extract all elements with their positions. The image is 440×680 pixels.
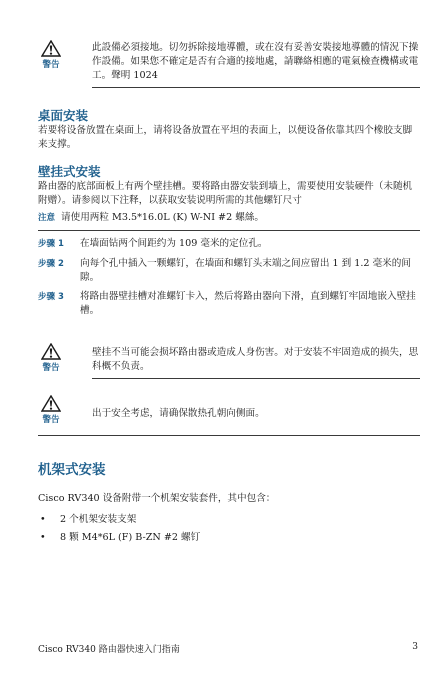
step-text: 将路由器壁挂槽对准螺钉卡入，然后将路由器向下滑，直到螺钉牢固地嵌入壁挂槽。 bbox=[80, 291, 416, 316]
list-item bbox=[40, 531, 200, 545]
step-label: 步骤 3 bbox=[38, 292, 64, 302]
warning-label: 警告 bbox=[42, 363, 60, 373]
step-3 bbox=[38, 290, 420, 318]
warning-label: 警告 bbox=[42, 415, 60, 425]
bullet-icon: • bbox=[40, 532, 46, 543]
divider bbox=[38, 230, 420, 231]
warning-text: 出于安全考虑，请确保散热孔朝向侧面。 bbox=[92, 408, 265, 419]
warning-icon bbox=[38, 40, 64, 70]
wall-paragraph: 路由器的底部面板上有两个壁挂槽。要将路由器安装到墙上，需要使用安装硬件（未随机附赠）。请参阅以下注释，以获取安装说明所需的其他螺钉尺寸 bbox=[38, 181, 413, 206]
warning-text: 壁挂不当可能会损坏路由器或造成人身伤害。对于安装不牢固造成的损失，思科概不负责。 bbox=[92, 345, 420, 379]
list-item bbox=[40, 513, 136, 527]
warning-text: 此設備必須接地。切勿拆除接地導體，或在沒有妥善安裝接地導體的情況下操作設備。如果您不確定是否有合適的接地處，請聯絡相應的電氣檢查機構或電工。聲明 1024 bbox=[92, 40, 420, 88]
heading-wall-mounting: 壁挂式安装 bbox=[38, 164, 101, 179]
step-label: 步骤 2 bbox=[38, 259, 64, 269]
step-2 bbox=[38, 257, 420, 285]
heading-rack-mounting: 机架式安装 bbox=[38, 462, 106, 478]
step-text: 在墙面钻两个间距约为 109 毫米的定位孔。 bbox=[80, 238, 268, 249]
note-label: 注意 bbox=[38, 213, 56, 223]
warning-icon bbox=[38, 395, 64, 425]
step-label: 步骤 1 bbox=[38, 239, 64, 249]
page-number: 3 bbox=[412, 642, 418, 652]
warning-block-grounding bbox=[38, 40, 420, 86]
list-item-text: 8 颗 M4*6L (F) B-ZN #2 螺钉 bbox=[60, 532, 201, 543]
note bbox=[38, 211, 420, 225]
desktop-paragraph: 若要将设备放置在桌面上，请将设备放置在平坦的表面上，以便设备依靠其四个橡胶支脚来支撑。 bbox=[38, 125, 413, 150]
bullet-icon: • bbox=[40, 514, 46, 525]
step-text: 向每个孔中插入一颗螺钉，在墙面和螺钉头末端之间应留出 1 到 1.2 毫米的间隙。 bbox=[80, 258, 411, 283]
warning-block-wall-mount bbox=[38, 343, 420, 387]
list-item-text: 2 个机架安装支架 bbox=[60, 514, 137, 525]
note-text: 请使用两粒 M3.5*16.0L (K) W-NI #2 螺絲。 bbox=[61, 212, 265, 223]
rack-intro: Cisco RV340 设备附带一个机架安装套件，其中包含： bbox=[38, 493, 276, 504]
footer-title: Cisco RV340 路由器快速入门指南 bbox=[38, 645, 180, 655]
warning-block-vents bbox=[38, 395, 420, 425]
divider bbox=[38, 435, 420, 436]
warning-label: 警告 bbox=[42, 60, 60, 70]
warning-icon bbox=[38, 343, 64, 373]
heading-desktop-mounting: 桌面安装 bbox=[38, 108, 89, 123]
step-1 bbox=[38, 237, 420, 251]
